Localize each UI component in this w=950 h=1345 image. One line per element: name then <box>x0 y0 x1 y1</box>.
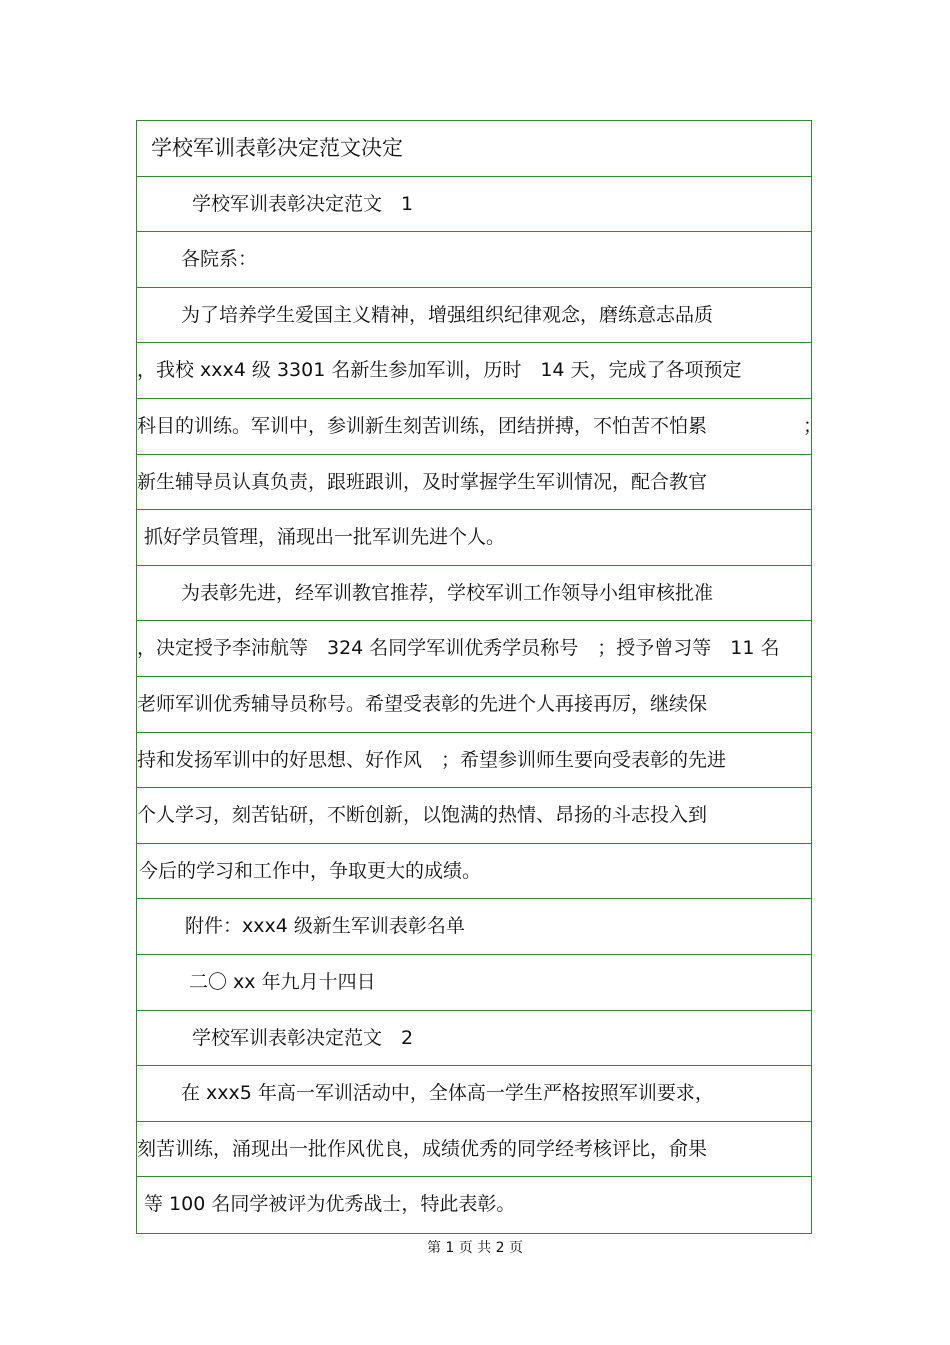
paragraph-line: 刻苦训练，涌现出一批作风优良，成绩优秀的同学经考核评比，俞果 <box>137 1137 708 1160</box>
trailing-mark: ； <box>803 414 823 437</box>
date-line: 二〇 xx 年九月十四日 <box>189 970 376 993</box>
doc-line <box>137 733 811 789</box>
paragraph-line: 个人学习，刻苦钻研，不断创新，以饱满的热情、昂扬的斗志投入到 <box>137 804 708 827</box>
doc-line <box>137 621 811 677</box>
paragraph-line: 新生辅导员认真负责，跟班跟训，及时掌握学生军训情况，配合教官 <box>137 470 708 493</box>
doc-line <box>137 1011 811 1067</box>
document-title: 学校军训表彰决定范文决定 <box>151 136 403 160</box>
document-table <box>136 120 823 1234</box>
doc-line <box>137 1122 811 1178</box>
doc-line <box>137 899 811 955</box>
paragraph-line: 为了培养学生爱国主义精神，增强组织纪律观念，磨练意志品质 <box>181 303 714 326</box>
attachment-line: 附件：xxx4 级新生军训表彰名单 <box>185 915 465 938</box>
doc-line <box>137 955 811 1011</box>
doc-line <box>137 844 811 900</box>
salutation: 各院系： <box>181 248 258 271</box>
doc-line <box>137 788 811 844</box>
paragraph-line: ，决定授予李沛航等 324 名同学军训优秀学员称号 ；授予曾习等 11 名 <box>137 637 780 660</box>
paragraph-line: 持和发扬军训中的好思想、好作风 ；希望参训师生要向受表彰的先进 <box>137 748 727 771</box>
doc-line <box>137 510 811 566</box>
section-heading-2: 学校军训表彰决定范文 2 <box>192 1026 414 1049</box>
paragraph-line: 在 xxx5 年高一军训活动中，全体高一学生严格按照军训要求， <box>181 1082 714 1105</box>
doc-line <box>137 399 823 455</box>
paragraph-line: 为表彰先进，经军训教官推荐，学校军训工作领导小组审核批准 <box>181 581 714 604</box>
doc-line <box>137 1066 811 1122</box>
doc-line <box>137 566 811 622</box>
paragraph-line: 等 100 名同学被评为优秀战士，特此表彰。 <box>144 1193 516 1216</box>
doc-line <box>137 288 811 344</box>
paragraph-line: 老师军训优秀辅导员称号。希望受表彰的先进个人再接再厉，继续保 <box>137 692 708 715</box>
doc-line <box>137 121 811 177</box>
doc-line <box>137 343 811 399</box>
doc-line <box>137 232 811 288</box>
paragraph-line: 科目的训练。军训中，参训新生刻苦训练，团结拼搏，不怕苦不怕累 <box>137 414 708 437</box>
paragraph-line: 今后的学习和工作中，争取更大的成绩。 <box>139 859 482 882</box>
page-number: 第 1 页 共 2 页 <box>426 1240 524 1256</box>
doc-line <box>137 177 811 233</box>
doc-line <box>137 455 811 511</box>
section-heading-1: 学校军训表彰决定范文 1 <box>192 192 414 215</box>
paragraph-line: 抓好学员管理，涌现出一批军训先进个人。 <box>144 526 506 549</box>
doc-line <box>137 677 811 733</box>
doc-line <box>137 1177 811 1233</box>
paragraph-line: ，我校 xxx4 级 3301 名新生参加军训，历时 14 天，完成了各项预定 <box>137 359 742 382</box>
